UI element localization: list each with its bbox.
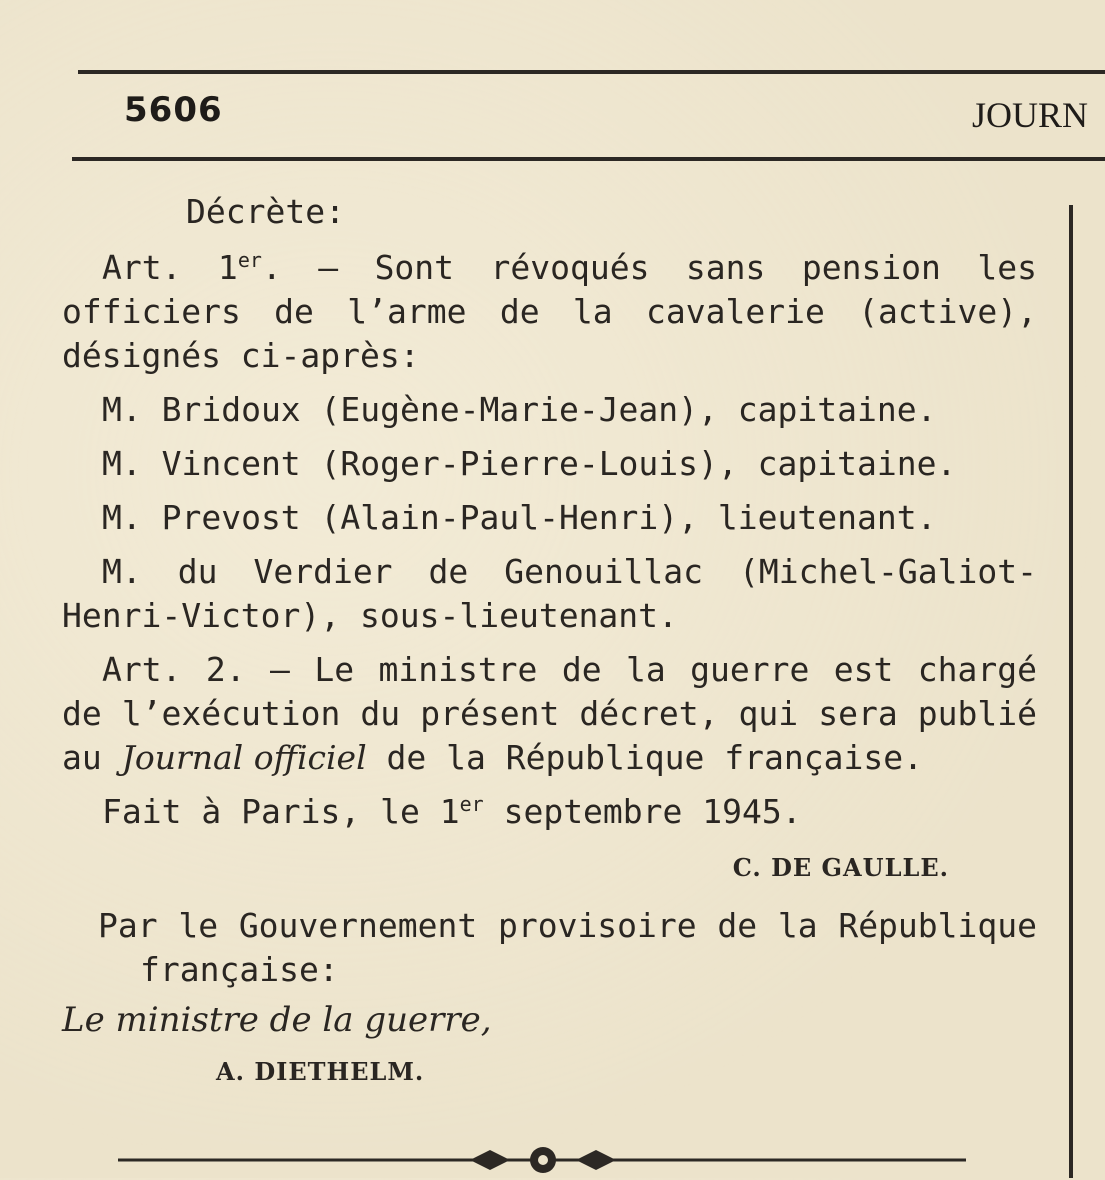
article-1 [62, 246, 1037, 378]
officer-line: M. Vincent (Roger-Pierre-Louis), capitaine. [102, 444, 957, 483]
top-rule [78, 70, 1105, 74]
officer-line: M. Prevost (Alain-Paul-Henri), lieutenant. [102, 498, 937, 537]
end-ornament-divider [118, 1140, 966, 1180]
minister-line: Le ministre de la guerre, [62, 1000, 492, 1040]
article-1-sup: er [237, 248, 262, 272]
signature-diethelm: A. DIETHELM. [216, 1057, 425, 1086]
officer-line: M. du Verdier de Genouillac (Michel-Galiot-Henri-Victor), sous-lieutenant. [62, 552, 1037, 635]
date-line [62, 790, 1037, 834]
article-2-text-end: de la République française. [366, 738, 923, 777]
journal-title: JOURN [972, 95, 1089, 135]
page-number: 5606 [124, 90, 223, 130]
column-rule [1069, 205, 1073, 1178]
header-rule [72, 157, 1105, 161]
decree-intro: Décrète: [186, 192, 345, 231]
article-2-text-start: Art. 2. — Le ministre de la guerre est chargé de l’exécution du présent décret, qui sera publié au [62, 650, 1037, 777]
date-text-end: septembre 1945. [483, 792, 802, 831]
signature-de-gaulle: C. DE GAULLE. [732, 853, 949, 882]
date-sup: er [459, 792, 484, 816]
article-1-text: . — Sont révoqués sans pension les officiers de l’arme de la cavalerie (active), désignés ci-après: [62, 248, 1037, 375]
article-2 [62, 648, 1037, 780]
date-text-start: Fait à Paris, le 1 [102, 792, 460, 831]
government-line: Par le Gouvernement provisoire de la République française: [98, 906, 1037, 989]
decree-article [62, 190, 1037, 1118]
journal-officiel-italic: Journal officiel [121, 738, 367, 777]
officer-line: M. Bridoux (Eugène-Marie-Jean), capitaine. [102, 390, 937, 429]
article-1-label: Art. 1 [102, 248, 238, 287]
